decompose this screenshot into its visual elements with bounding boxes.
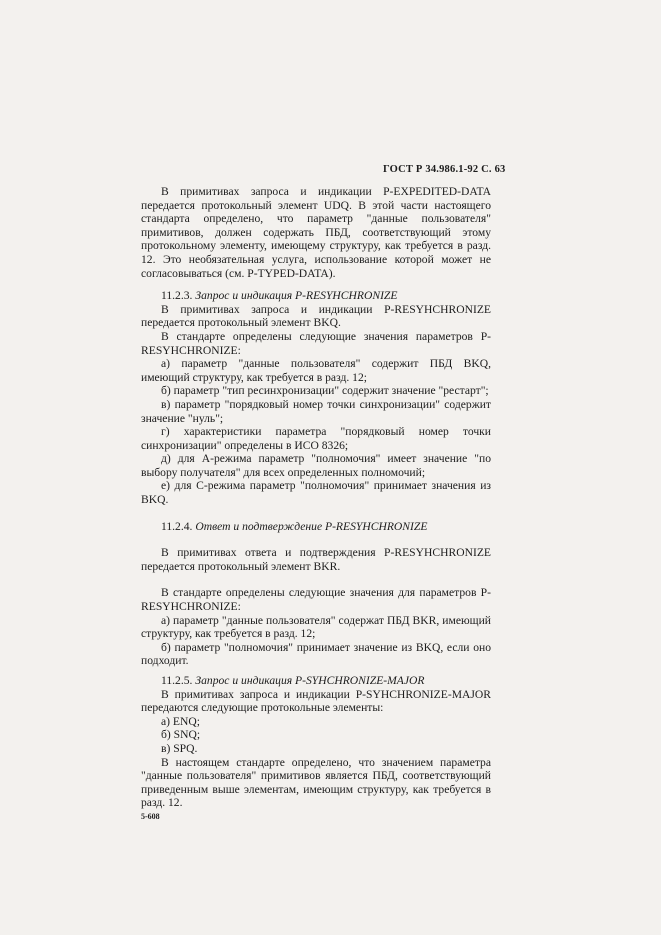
list-item-snq: б) SNQ; [161,728,201,742]
list-item-v: в) параметр "порядковый номер точки синхронизации" содержит значение "нуль"; [141,397,491,425]
section-number: 11.2.4. [161,519,193,533]
paragraph-resync-response: В примитивах ответа и подтверждения P-RESYHCHRONIZE передается протокольный элемент BKR. [141,546,491,573]
list-item-b: б) параметр "тип ресинхронизации" содержит значение "рестарт"; [161,384,489,398]
section-title: Запрос и индикация P-RESYHCHRONIZE [195,289,398,303]
paragraph-resync-params-intro: В стандарте определены следующие значения параметров P-RESYHCHRONIZE: [141,329,491,357]
paragraph-resync-response-params-intro: В стандарте определены следующие значения для параметров P-RESYHCHRONIZE: [141,586,491,614]
paragraph-expedited-data: В примитивах запроса и индикации P-EXPEDITED-DATA передается протокольный элемент UDQ. В этой части настоящего стандарта определено, что параметр "данные пользователя" примитивов, должен содержать ПБД, соответствующий этому протокольному элементу, имеющему структуру, как требуется в разд. 12. Это необязательная услуга, использование которой может не согласовываться (см. P-TYPED-DATA). [141,185,491,280]
list-item-a: а) параметр "данные пользователя" содержат ПБД BKR, имеющий структуру, как требуется в разд. 12; [141,613,491,641]
list-item-d: д) для А-режима параметр "полномочия" имеет значение "по выбору получателя" для всех определенных полномочий; [141,452,491,479]
list-item-e: е) для С-режима параметр "полномочия" принимает значения из BKQ. [141,479,491,507]
print-mark: 5-608 [141,811,160,821]
list-item-g: г) характеристики параметра "порядковый номер точки синхронизации" определены в ИСО 8326; [141,425,491,452]
section-number: 11.2.3. [161,289,193,303]
document-body [141,185,491,821]
section-heading-11-2-4 [141,520,491,534]
section-number: 11.2.5. [161,674,193,687]
list-item-b: б) параметр "полномочия" принимает значение из BKQ, если оно подходит. [141,640,491,668]
paragraph-sync-major-request: В примитивах запроса и индикации P-SYHCHRONIZE-MAJOR передаются следующие протокольные элементы: [141,687,491,715]
list-item-spq: в) SPQ. [161,741,198,755]
list-item-enq: а) ENQ; [161,714,200,728]
page-header: ГОСТ Р 34.986.1-92 С. 63 [383,164,506,175]
section-heading-11-2-3 [141,289,491,303]
paragraph-sync-major-user-data: В настоящем стандарте определено, что значением параметра "данные пользователя" примитивов является ПБД, соответствующий приведенным выше элементам, имеющим структуру, как требуется в разд. 12. [141,755,491,810]
section-title: Запрос и индикация P-SYHCHRONIZE-MAJOR [195,674,425,687]
section-title: Ответ и подтверждение P-RESYHCHRONIZE [195,519,428,533]
list-item-a: а) параметр "данные пользователя" содержит ПБД BKQ, имеющий структуру, как требуется в разд. 12; [141,357,491,384]
paragraph-resync-request: В примитивах запроса и индикации P-RESYHCHRONIZE передается протокольный элемент BKQ. [141,302,491,330]
section-heading-11-2-5 [141,674,491,688]
